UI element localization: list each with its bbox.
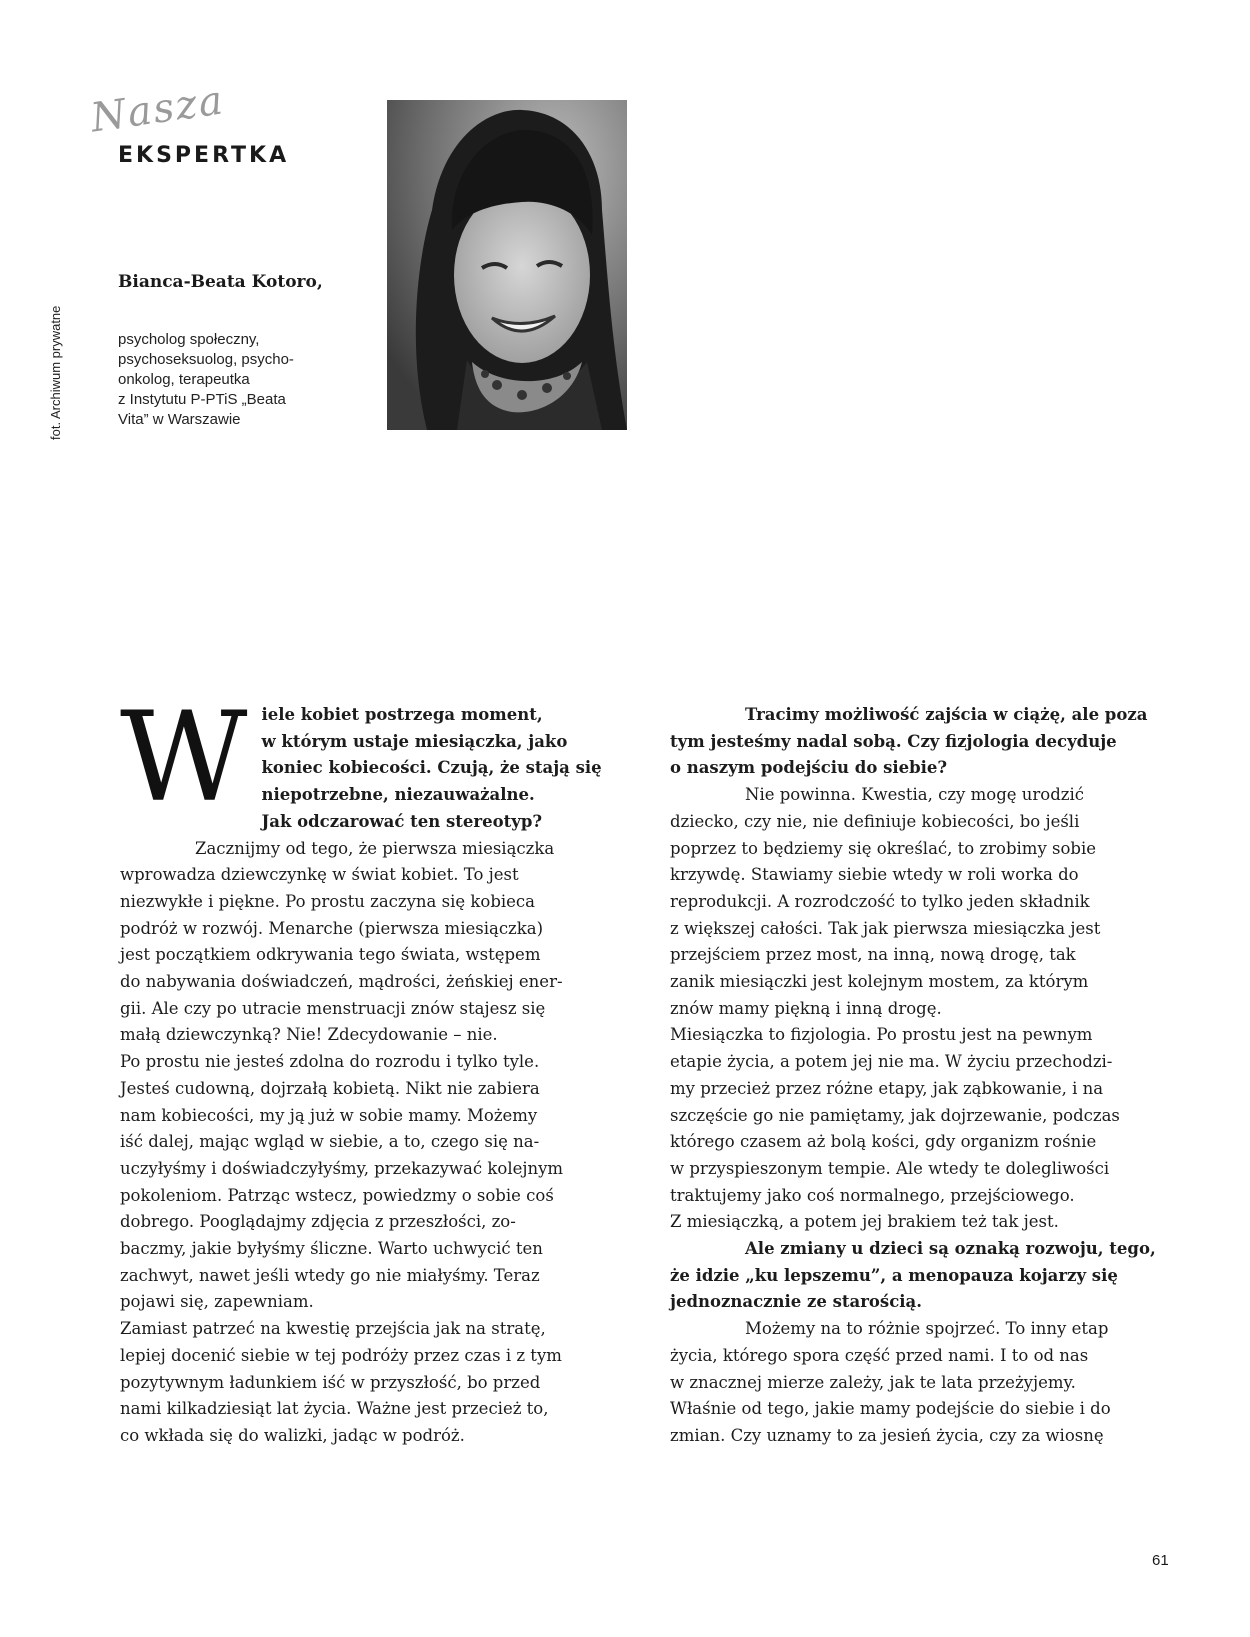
text-line: przejściem przez most, na inną, nową drogę, tak	[670, 945, 1076, 965]
interview-question	[670, 702, 1170, 782]
text-line: Nie powinna. Kwestia, czy mogę urodzić	[745, 785, 1084, 805]
text-line: dziecko, czy nie, nie definiuje kobiecości, bo jeśli	[670, 811, 1080, 831]
text-line: Po prostu nie jesteś zdolna do rozrodu i tylko tyle.	[120, 1052, 540, 1072]
text-line: wprowadza dziewczynkę w świat kobiet. To jest	[120, 865, 519, 885]
text-line: koniec kobiecości. Czują, że stają się	[261, 758, 602, 778]
text-line: do nabywania doświadczeń, mądrości, żeńskiej ener-	[120, 972, 563, 992]
text-line: poprzez to będziemy się określać, to zrobimy sobie	[670, 838, 1097, 858]
text-line: uczyłyśmy i doświadczyłyśmy, przekazywać kolejnym	[120, 1158, 564, 1178]
drop-cap: W	[120, 686, 248, 830]
expert-role-line: psychoseksuolog, psycho-	[118, 351, 294, 368]
text-line: Zamiast patrzeć na kwestię przejścia jak na stratę,	[120, 1319, 546, 1339]
expert-portrait-photo	[387, 100, 627, 430]
text-line: traktujemy jako coś normalnego, przejściowego.	[670, 1185, 1075, 1205]
text-line: niepotrzebne, niezauważalne.	[261, 785, 535, 805]
interview-answer	[120, 836, 625, 1450]
text-line: Z miesiączką, a potem jej brakiem też tak jest.	[670, 1212, 1059, 1232]
article-left-column	[120, 686, 625, 1450]
text-line: że idzie „ku lepszemu”, a menopauza kojarzy się	[670, 1265, 1118, 1285]
text-line: pozytywnym ładunkiem iść w przyszłość, bo przed	[120, 1372, 541, 1392]
text-line: którego czasem aż bolą kości, gdy organizm rośnie	[670, 1132, 1097, 1152]
text-line: zmian. Czy uznamy to za jesień życia, czy za wiosnę	[670, 1425, 1104, 1445]
text-line: nami kilkadziesiąt lat życia. Ważne jest przecież to,	[120, 1399, 549, 1419]
text-line: co wkłada się do walizki, jadąc w podróż.	[120, 1425, 465, 1445]
text-line: reprodukcji. A rozrodczość to tylko jeden składnik	[670, 891, 1090, 911]
text-line: małą dziewczynką? Nie! Zdecydowanie – nie.	[120, 1025, 498, 1045]
text-line: w którym ustaje miesiączka, jako	[261, 731, 568, 751]
photo-credit: fot. Archiwum prywatne	[48, 305, 63, 440]
text-line: w przyspieszonym tempie. Ale wtedy te dolegliwości	[670, 1158, 1110, 1178]
text-line: życia, którego spora część przed nami. I to od nas	[670, 1345, 1089, 1365]
text-line: gii. Ale czy po utracie menstruacji znów stajesz się	[120, 998, 546, 1018]
text-line: krzywdę. Stawiamy siebie wtedy w roli worka do	[670, 865, 1079, 885]
expert-role-line: psycholog społeczny,	[118, 331, 260, 348]
text-line: Właśnie od tego, jakie mamy podejście do siebie i do	[670, 1399, 1111, 1419]
text-line: niezwykłe i piękne. Po prostu zaczyna się kobieca	[120, 891, 535, 911]
text-line: Miesiączka to fizjologia. Po prostu jest na pewnym	[670, 1025, 1093, 1045]
text-line: Tracimy możliwość zajścia w ciążę, ale poza	[745, 705, 1148, 724]
text-line: zachwyt, nawet jeśli wtedy go nie miałyśmy. Teraz	[120, 1265, 540, 1285]
text-line: baczmy, jakie byłyśmy śliczne. Warto uchwycić ten	[120, 1239, 543, 1259]
expert-role-line: onkolog, terapeutka	[118, 371, 250, 388]
text-line: zanik miesiączki jest kolejnym mostem, za którym	[670, 972, 1089, 992]
expert-name: Bianca-Beata Kotoro,	[118, 272, 323, 292]
text-line: szczęście go nie pamiętamy, jak dojrzewanie, podczas	[670, 1105, 1120, 1125]
text-line: pojawi się, zapewniam.	[120, 1292, 314, 1312]
interview-answer	[670, 1316, 1170, 1450]
text-line: podróż w rozwój. Menarche (pierwsza miesiączka)	[120, 918, 544, 938]
expert-role	[118, 330, 343, 430]
section-heading: EKSPERTKA	[118, 143, 290, 168]
article-right-column	[670, 702, 1170, 1450]
text-line: Ale zmiany u dzieci są oznaką rozwoju, tego,	[745, 1239, 1156, 1259]
text-line: Zacznijmy od tego, że pierwsza miesiączka	[195, 838, 555, 858]
section-script-label: Nasza	[88, 77, 228, 142]
text-line: dobrego. Pooglądajmy zdjęcia z przeszłości, zo-	[120, 1212, 516, 1232]
text-line: iele kobiet postrzega moment,	[261, 705, 543, 724]
text-line: jednoznacznie ze starością.	[670, 1292, 922, 1312]
text-line: iść dalej, mając wgląd w siebie, a to, czego się na-	[120, 1132, 540, 1152]
text-line: z większej całości. Tak jak pierwsza miesiączka jest	[670, 918, 1101, 938]
page-number: 61	[1152, 1552, 1169, 1569]
text-line: nam kobiecości, my ją już w sobie mamy. Możemy	[120, 1105, 538, 1125]
text-line: Jak odczarować ten stereotyp?	[261, 811, 543, 831]
text-line: znów mamy piękną i inną drogę.	[670, 998, 942, 1018]
portrait-photo-icon	[387, 100, 627, 430]
expert-role-line: z Instytutu P-PTiS „Beata	[118, 391, 286, 408]
text-line: tym jesteśmy nadal sobą. Czy fizjologia decyduje	[670, 731, 1117, 751]
text-line: o naszym podejściu do siebie?	[670, 758, 948, 778]
text-line: w znacznej mierze zależy, jak te lata przeżyjemy.	[670, 1372, 1076, 1392]
expert-role-line: Vita” w Warszawie	[118, 411, 241, 428]
text-line: jest początkiem odkrywania tego świata, wstępem	[120, 945, 541, 965]
text-line: Możemy na to różnie spojrzeć. To inny etap	[745, 1319, 1109, 1339]
text-line: Jesteś cudowną, dojrzałą kobietą. Nikt nie zabiera	[120, 1078, 540, 1098]
interview-question	[670, 1236, 1170, 1316]
text-line: lepiej docenić siebie w tej podróży przez czas i z tym	[120, 1345, 562, 1365]
text-line: pokoleniom. Patrząc wstecz, powiedzmy o sobie coś	[120, 1185, 554, 1205]
text-line: my przecież przez różne etapy, jak ząbkowanie, i na	[670, 1078, 1104, 1098]
interview-answer	[670, 782, 1170, 1236]
text-line: etapie życia, a potem jej nie ma. W życiu przechodzi-	[670, 1052, 1113, 1072]
